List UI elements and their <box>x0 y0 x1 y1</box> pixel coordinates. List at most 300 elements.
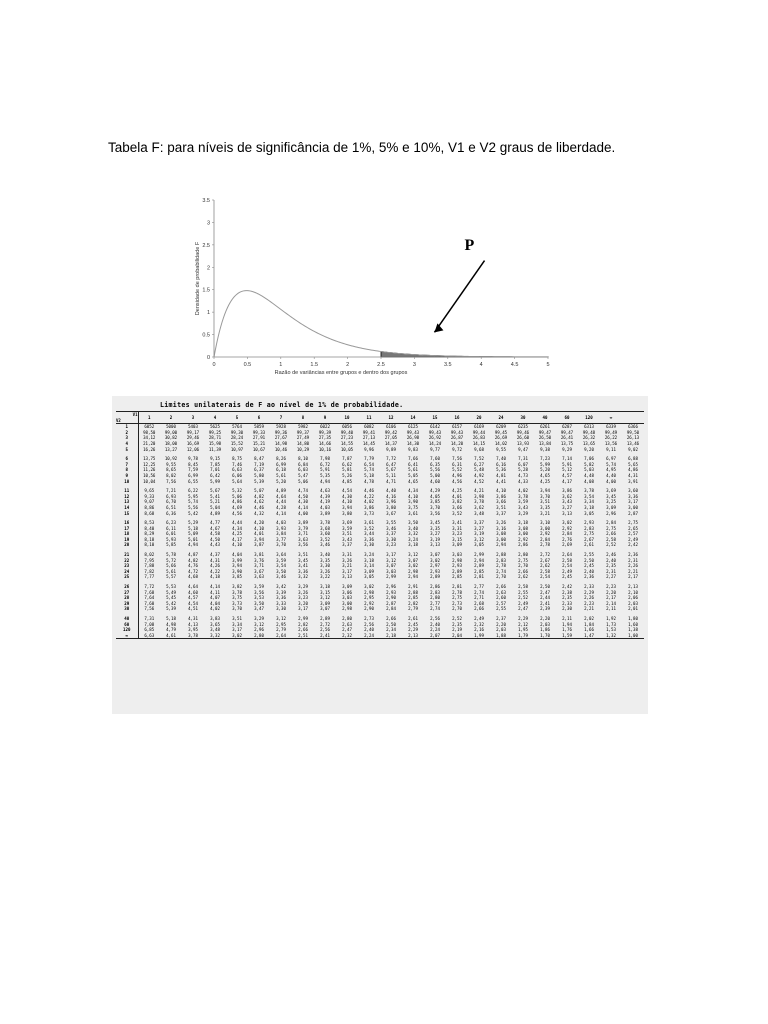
table-cell: 3,39 <box>276 589 286 595</box>
table-cell: 5,74 <box>606 461 616 467</box>
row-v2-label: 23 <box>116 563 138 569</box>
table-cell: 6,63 <box>138 633 160 639</box>
x-tick-label-7: 3.5 <box>443 362 452 368</box>
row-v2-label: 24 <box>116 569 138 575</box>
row-v2-label: 6 <box>116 452 138 462</box>
table-cell: 3,37 <box>474 520 484 526</box>
table-cell: 7,56 <box>166 478 176 484</box>
table-cell: 3,35 <box>540 504 550 510</box>
table-cell: 3,59 <box>342 525 352 531</box>
table-cell: 2,39 <box>540 606 550 612</box>
table-cell: 2,78 <box>496 563 506 569</box>
header-v1-11: 12 <box>380 412 402 424</box>
table-cell: 30,82 <box>164 435 178 441</box>
table-cell: 2,56 <box>320 627 330 633</box>
table-cell: 3,64 <box>276 552 286 558</box>
table-cell: 3,85 <box>232 574 242 580</box>
table-cell: 3,26 <box>320 568 330 574</box>
table-cell: 2,97 <box>430 563 440 569</box>
table-cell: 2,37 <box>496 616 506 621</box>
table-cell: 14,45 <box>362 440 376 446</box>
table-cell: 2,55 <box>496 606 506 612</box>
table-cell: 2,77 <box>430 600 440 606</box>
table-cell: 6,16 <box>496 461 506 467</box>
table-cell: 26,41 <box>560 435 574 441</box>
table-cell: 2,56 <box>364 621 374 627</box>
table-cell: 5,28 <box>518 467 528 473</box>
table-cell: 4,00 <box>298 510 308 516</box>
table-cell: 8,40 <box>144 525 155 531</box>
row-v2-label: 11 <box>116 484 138 494</box>
table-cell: 3,25 <box>606 499 616 505</box>
table-cell: 3,78 <box>584 488 594 494</box>
table-cell: 3,86 <box>364 504 374 510</box>
table-cell: 2,91 <box>408 584 418 590</box>
table-cell: 6052 <box>144 424 155 430</box>
table-cell: 2,12 <box>518 621 528 627</box>
table-cell: 2,34 <box>386 627 396 633</box>
table-cell: 1,59 <box>556 633 578 639</box>
table-cell: 4,13 <box>188 621 198 627</box>
table-cell: 26,87 <box>450 435 464 441</box>
table-cell: 7,66 <box>408 456 418 462</box>
table-cell: 3,45 <box>430 520 440 526</box>
table-cell: 3,30 <box>276 606 286 612</box>
row-v2-label: 8 <box>116 467 138 473</box>
table-cell: 3,51 <box>342 531 352 537</box>
table-cell: 4,30 <box>342 493 352 499</box>
table-cell: 2,30 <box>562 606 572 612</box>
table-cell: 7,98 <box>320 456 330 462</box>
table-cell: 3,93 <box>276 525 286 531</box>
table-cell: 6142 <box>430 424 440 430</box>
table-cell: 26,13 <box>626 435 640 441</box>
y-tick-label-4: 2 <box>206 265 210 272</box>
table-cell: 3,34 <box>232 621 242 627</box>
table-cell: 2,49 <box>628 536 638 542</box>
table-cell: 99,17 <box>186 429 200 435</box>
table-cell: 2,35 <box>452 621 462 627</box>
table-cell: 3,85 <box>430 499 440 505</box>
table-cell: 27,49 <box>296 435 310 441</box>
table-cell: 3,60 <box>628 488 638 494</box>
table-cell: 3,69 <box>606 488 616 494</box>
table-cell: 5,39 <box>254 478 264 484</box>
table-cell: 4,30 <box>298 499 308 505</box>
table-cell: 26,32 <box>582 435 596 441</box>
table-cell: 2,52 <box>606 542 616 548</box>
table-cell: 4,14 <box>276 510 286 516</box>
table-cell: 7,82 <box>144 568 155 574</box>
table-cell: 3,40 <box>408 525 418 531</box>
table-cell: 6125 <box>408 424 418 430</box>
table-cell: 3,12 <box>474 536 484 542</box>
table-cell: 5,61 <box>408 467 418 473</box>
table-cell: 2,83 <box>430 589 440 595</box>
table-cell: 5,67 <box>386 467 396 473</box>
f-distribution-svg <box>190 192 560 384</box>
table-cell: 8,47 <box>254 456 264 462</box>
table-cell: 3,45 <box>606 493 616 499</box>
table-cell: 5,35 <box>320 472 330 478</box>
table-cell: 2,84 <box>562 531 572 537</box>
table-cell: 13,65 <box>582 440 596 446</box>
table-cell: 4,96 <box>452 472 462 478</box>
table-cell: 4,95 <box>606 467 616 473</box>
table-cell: 7,23 <box>540 456 550 462</box>
table-cell: 5,01 <box>188 536 198 542</box>
table-cell: 4,94 <box>320 478 330 484</box>
table-cell: 3,59 <box>276 557 286 563</box>
table-cell: 2,50 <box>584 557 594 563</box>
table-cell: 7,87 <box>342 456 352 462</box>
table-cell: 2,63 <box>342 621 352 627</box>
table-cell: 3,70 <box>232 606 242 612</box>
table-cell: 4,01 <box>254 531 264 537</box>
table-cell: 2,66 <box>386 616 396 621</box>
table-cell: 8,45 <box>188 461 198 467</box>
table-cell: 2,68 <box>474 600 484 606</box>
table-cell: 99,39 <box>318 429 332 435</box>
table-cell: 2,94 <box>496 542 506 548</box>
table-cell: 4,25 <box>232 531 242 537</box>
page-title: Tabela F: para níveis de significância de 1%, 5% e 10%, V1 e V2 graus de liberdade. <box>108 140 616 155</box>
table-cell: 6022 <box>320 424 330 430</box>
table-cell: 26,92 <box>428 435 442 441</box>
table-cell: 3,61 <box>364 520 374 526</box>
header-v1-16: 24 <box>490 412 512 424</box>
table-cell: 5,32 <box>232 488 242 494</box>
table-cell: 2,40 <box>606 557 616 563</box>
table-cell: 10,05 <box>340 446 354 452</box>
table-cell: 4,73 <box>518 472 528 478</box>
table-cell: 2,98 <box>452 557 462 563</box>
f-table-image <box>112 396 648 714</box>
table-cell: 4,05 <box>430 493 440 499</box>
table-cell: 99,43 <box>450 429 464 435</box>
table-cell: 3,56 <box>430 510 440 516</box>
table-cell: 3,18 <box>518 520 528 526</box>
table-cell: 8,26 <box>276 456 286 462</box>
table-cell: 4,44 <box>232 520 242 526</box>
table-cell: 2,44 <box>540 595 550 601</box>
table-cell: 26,98 <box>406 435 420 441</box>
table-cell: 99,48 <box>582 429 596 435</box>
table-cell: 5,26 <box>342 472 352 478</box>
table-cell: 3,63 <box>254 574 264 580</box>
table-cell: 2,40 <box>584 568 594 574</box>
table-cell: 4,62 <box>254 499 264 505</box>
table-cell: 4,87 <box>188 552 198 558</box>
table-cell: 3,54 <box>584 493 594 499</box>
table-cell: 5,00 <box>430 472 440 478</box>
table-cell: 8,86 <box>144 504 155 510</box>
table-cell: 5,81 <box>342 467 352 473</box>
table-cell: 2,32 <box>474 621 484 627</box>
table-cell: 4,00 <box>606 478 616 484</box>
table-cell: 2,64 <box>270 633 292 639</box>
y-tick-label-7: 3.5 <box>202 198 210 204</box>
table-cell: 5928 <box>276 424 286 430</box>
table-cell: 3,70 <box>276 542 286 548</box>
table-cell: 2,49 <box>518 600 528 606</box>
table-cell: 3,30 <box>364 542 374 548</box>
table-cell: 4,10 <box>342 499 352 505</box>
table-cell: 1,47 <box>578 633 600 639</box>
table-cell: 13,75 <box>143 456 156 462</box>
table-cell: 2,13 <box>402 633 424 639</box>
table-cell: 9,07 <box>144 499 155 505</box>
table-cell: 2,32 <box>336 633 358 639</box>
y-tick-label-6: 3 <box>206 220 210 227</box>
table-cell: 4,10 <box>254 525 264 531</box>
table-cell: 2,14 <box>606 600 616 606</box>
table-cell: 12,06 <box>186 446 200 452</box>
table-cell: 27,67 <box>274 435 288 441</box>
row-v2-label: 22 <box>116 558 138 564</box>
table-cell: 7,19 <box>254 461 264 467</box>
table-cell: 3,14 <box>364 563 374 569</box>
table-cell: 99,43 <box>406 429 420 435</box>
table-cell: 2,47 <box>540 589 550 595</box>
table-cell: 3,23 <box>452 531 462 537</box>
table-cell: 7,56 <box>452 456 462 462</box>
table-cell: 3,71 <box>298 531 308 537</box>
table-cell: 3,70 <box>540 493 550 499</box>
table-cell: 10,04 <box>143 478 156 484</box>
table-cell: 2,81 <box>474 574 484 580</box>
table-cell: 3,18 <box>584 504 594 510</box>
table-cell: 99,46 <box>516 429 530 435</box>
table-cell: 13,46 <box>626 440 640 446</box>
table-cell: 2,45 <box>562 574 572 580</box>
table-cell: 2,45 <box>584 563 594 569</box>
table-cell: 2,93 <box>386 589 396 595</box>
table-cell: 4,07 <box>210 595 220 601</box>
row-v2-label: 15 <box>116 511 138 517</box>
table-cell: 5,18 <box>364 472 374 478</box>
table-cell: 4,02 <box>518 488 528 494</box>
table-cell: 3,59 <box>518 499 528 505</box>
header-v1-7: 8 <box>292 412 314 424</box>
v2-label: V2 <box>116 417 121 423</box>
row-v2-label: 60 <box>116 622 138 628</box>
table-cell: 14,30 <box>406 440 420 446</box>
table-cell: 3,18 <box>364 557 374 563</box>
table-cell: 99,44 <box>472 429 486 435</box>
table-cell: 2,90 <box>386 595 396 601</box>
table-cell: 2,99 <box>474 552 484 558</box>
table-cell: 3,00 <box>496 536 506 542</box>
table-cell: 5,91 <box>562 461 572 467</box>
table-header-row <box>116 412 644 424</box>
table-cell: 2,33 <box>584 584 594 590</box>
table-cell: 2,80 <box>248 633 270 639</box>
f-table <box>116 411 644 639</box>
table-cell: 1,99 <box>468 633 490 639</box>
table-cell: 2,26 <box>584 595 594 601</box>
table-row <box>116 633 644 639</box>
table-cell: 3,53 <box>254 595 264 601</box>
table-cell: 2,70 <box>452 606 462 612</box>
f-distribution-chart <box>190 192 560 384</box>
table-row <box>116 580 644 590</box>
table-cell: 4,22 <box>364 493 374 499</box>
table-cell: 99,42 <box>384 429 398 435</box>
table-cell: 3,86 <box>562 488 572 494</box>
header-v1-20: 120 <box>578 412 600 424</box>
table-cell: 3,09 <box>452 542 462 548</box>
table-cell: 29,46 <box>186 435 200 441</box>
table-cell: 7,64 <box>144 595 155 601</box>
table-cell: 4,08 <box>584 478 594 484</box>
table-cell: 6,18 <box>276 467 286 473</box>
table-cell: 4,79 <box>166 627 176 633</box>
table-cell: 3,23 <box>386 542 396 548</box>
table-cell: 5,80 <box>254 472 264 478</box>
table-cell: 3,48 <box>474 510 484 516</box>
table-cell: 3,46 <box>386 525 396 531</box>
table-cell: 3,32 <box>408 531 418 537</box>
table-cell: 3,27 <box>562 504 572 510</box>
table-cell: 4,56 <box>452 478 462 484</box>
table-cell: 3,00 <box>518 531 528 537</box>
table-cell: 3,75 <box>408 504 418 510</box>
table-cell: 2,70 <box>518 563 528 569</box>
table-cell: 6,35 <box>430 461 440 467</box>
header-v1-1: 2 <box>160 412 182 424</box>
table-cell: 5,07 <box>254 488 264 494</box>
table-cell: 2,70 <box>496 574 506 580</box>
table-cell: 2,88 <box>496 552 506 558</box>
table-cell: 3,03 <box>386 568 396 574</box>
table-cell: 3,89 <box>298 520 308 526</box>
table-cell: 5,91 <box>320 467 330 473</box>
table-cell: 3,43 <box>518 504 528 510</box>
table-cell: 99,47 <box>560 429 574 435</box>
row-v2-label: 9 <box>116 473 138 479</box>
table-cell: 4,65 <box>540 472 550 478</box>
table-cell: 5,06 <box>298 478 308 484</box>
table-cell: 28,24 <box>230 435 244 441</box>
table-cell: 1,00 <box>622 633 644 639</box>
table-cell: 2,92 <box>518 536 528 542</box>
table-cell: 3,31 <box>452 525 462 531</box>
table-cell: 4,03 <box>276 520 286 526</box>
table-cell: 3,76 <box>254 557 264 563</box>
table-cell: 4,17 <box>562 478 572 484</box>
table-cell: 2,98 <box>342 606 352 612</box>
table-cell: 3,16 <box>496 525 506 531</box>
header-v1-21: ∞ <box>600 412 622 424</box>
table-cell: 2,95 <box>276 621 286 627</box>
table-cell: 2,64 <box>562 552 572 558</box>
table-cell: 3,34 <box>584 499 594 505</box>
table-cell: 14,55 <box>340 440 354 446</box>
table-cell: 16,69 <box>186 440 200 446</box>
x-tick-label-5: 2.5 <box>377 362 385 368</box>
table-cell: 3,27 <box>430 531 440 537</box>
table-cell: 5,67 <box>210 488 220 494</box>
table-cell: 15,21 <box>252 440 266 446</box>
table-cell: 2,89 <box>452 568 462 574</box>
table-cell: 2,75 <box>518 557 528 563</box>
table-cell: 6,88 <box>628 456 638 462</box>
table-cell: 4,26 <box>210 563 220 569</box>
table-cell: 10,16 <box>318 446 332 452</box>
table-cell: 6,31 <box>452 461 462 467</box>
y-tick-label-1: 0.5 <box>202 332 210 339</box>
table-cell: 3,08 <box>496 531 506 537</box>
table-cell: 2,82 <box>298 621 308 627</box>
table-cell: 5,74 <box>364 467 374 473</box>
table-cell: 4,54 <box>342 488 352 494</box>
table-cell: 3,59 <box>254 584 264 590</box>
table-cell: 3,09 <box>364 568 374 574</box>
table-cell: 2,95 <box>364 595 374 601</box>
row-v2-label: 18 <box>116 531 138 537</box>
table-cell: 5859 <box>254 424 264 430</box>
table-cell: 1,84 <box>584 621 594 627</box>
table-cell: 3,91 <box>628 478 638 484</box>
table-cell: 2,57 <box>496 600 506 606</box>
table-cell: 5,48 <box>474 467 484 473</box>
table-cell: 6261 <box>540 424 550 430</box>
table-cell: 3,52 <box>452 510 462 516</box>
table-cell: 4,41 <box>496 478 506 484</box>
table-cell: 4,20 <box>254 520 264 526</box>
table-cell: 9,78 <box>188 456 198 462</box>
table-cell: 7,60 <box>430 456 440 462</box>
table-cell: 3,20 <box>298 600 308 606</box>
table-cell: 3,30 <box>386 536 396 542</box>
table-row <box>116 548 644 558</box>
table-cell: 2,50 <box>386 621 396 627</box>
table-cell: 3,37 <box>386 531 396 537</box>
table-cell: 3,05 <box>474 542 484 548</box>
table-cell: 3,47 <box>254 606 264 612</box>
header-v1-18: 40 <box>534 412 556 424</box>
row-v2-label: 40 <box>116 612 138 622</box>
table-cell: 5,66 <box>166 563 176 569</box>
table-cell: 4,34 <box>232 525 242 531</box>
table-cell: 4,48 <box>584 472 594 478</box>
table-cell: 2,89 <box>320 616 330 621</box>
table-cell: 98,50 <box>143 429 156 435</box>
table-cell: 6,63 <box>232 467 242 473</box>
table-cell: 2,72 <box>320 621 330 627</box>
table-cell: 3,90 <box>408 499 418 505</box>
table-cell: 4,31 <box>188 616 198 621</box>
table-cell: 6082 <box>364 424 374 430</box>
table-cell: 6339 <box>606 424 616 430</box>
table-cell: 5000 <box>166 424 176 430</box>
table-cell: 5,04 <box>210 504 220 510</box>
table-cell: 26,60 <box>516 435 530 441</box>
row-v2-label: 5 <box>116 447 138 453</box>
table-cell: 13,27 <box>164 446 178 452</box>
table-cell: 5,06 <box>232 493 242 499</box>
table-cell: 3,78 <box>474 499 484 505</box>
table-cell: 8,02 <box>144 552 155 558</box>
table-cell: 3,66 <box>496 499 506 505</box>
table-cell: 2,93 <box>430 568 440 574</box>
table-row <box>116 516 644 526</box>
table-cell: 6106 <box>386 424 396 430</box>
x-tick-label-1: 0.5 <box>243 362 252 368</box>
table-cell: 6,55 <box>188 478 198 484</box>
table-cell: 1,79 <box>512 633 534 639</box>
